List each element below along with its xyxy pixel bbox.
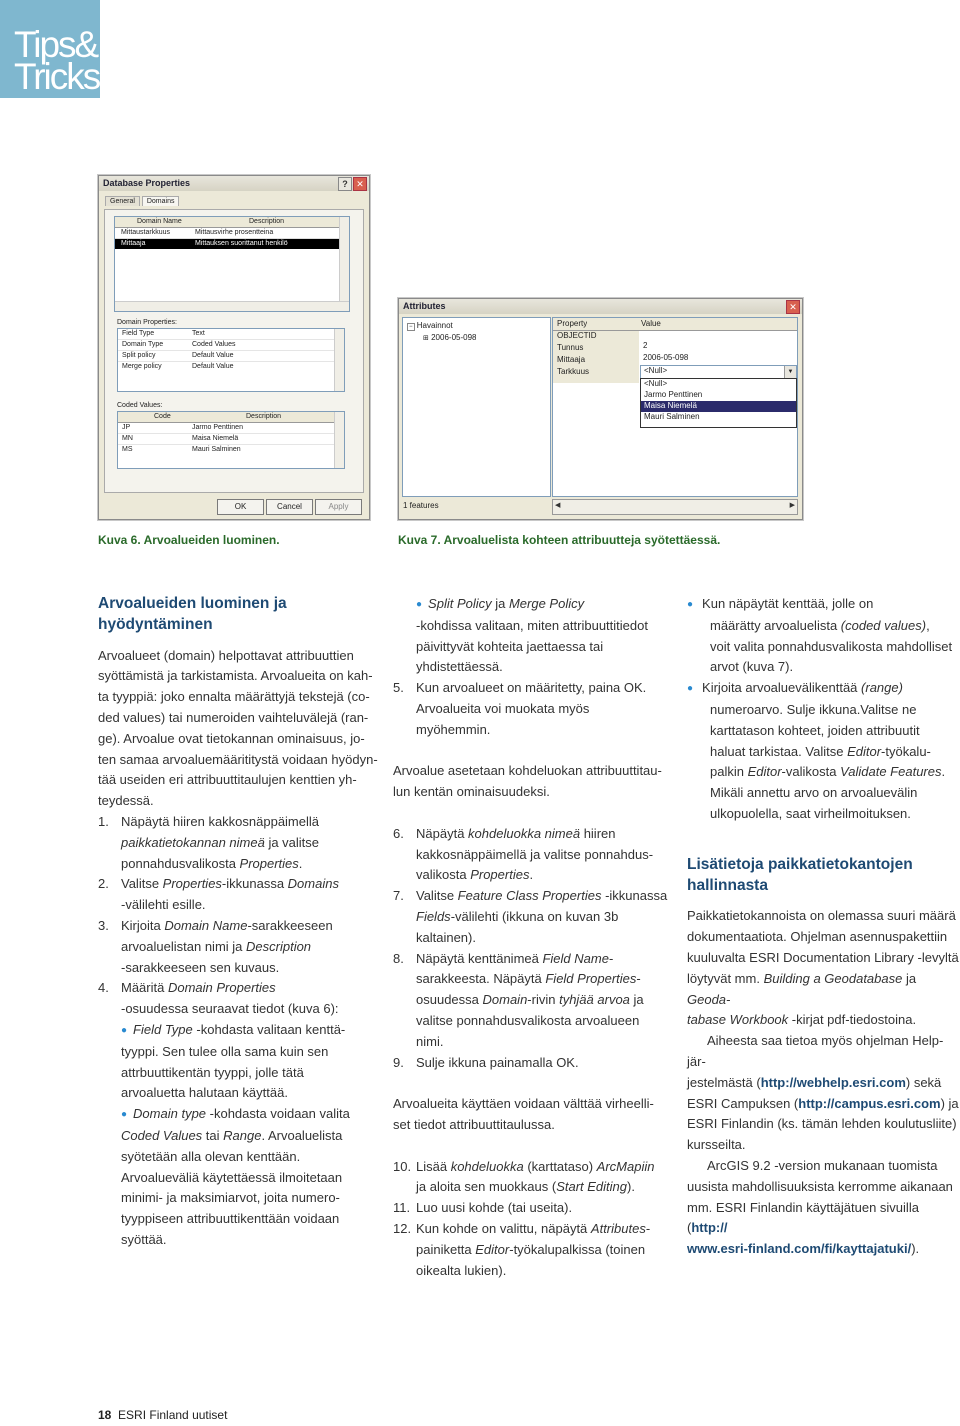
- bullet-split-merge: ● Split Policy ja Merge Policy -kohdissa valitaan, miten attribuuttitiedot päivittyvät kohteita jaettaessa tai yhdistettäessä.: [416, 596, 648, 675]
- prop-key: OBJECTID: [557, 331, 597, 340]
- column-3: [687, 594, 959, 1260]
- section-heading: Lisätietoja paikkatietokantojen hallinnasta: [687, 855, 913, 894]
- prop-key: Merge policy: [122, 363, 162, 370]
- chevron-down-icon[interactable]: ▼: [784, 366, 796, 378]
- prop-key: Split policy: [122, 352, 156, 359]
- paragraph: Aiheesta saa tietoa myös ohjelman Help-jär- jestelmästä (http://webhelp.esri.com) sekä ESRI Campuksen (http://campus.esri.com) ja ESRI Finlandin (ks. tämän lehden koulutusliite) kursseilta.: [687, 1033, 959, 1153]
- bullet-icon: ●: [121, 1024, 128, 1036]
- step-3: 3. Kirjoita Domain Name-sarakkeeseen arvoaluelistan nimi ja Description -sarakkeeseen sen kuvaus.: [98, 917, 333, 975]
- figure-6-caption: Kuva 6. Arvoalueiden luominen.: [98, 533, 280, 547]
- code-cell: MS: [122, 446, 133, 453]
- domain-name-cell: Mittaaja: [121, 240, 146, 247]
- table-row[interactable]: [115, 228, 349, 239]
- grid-header[interactable]: Property: [557, 319, 588, 328]
- column-1: [98, 594, 380, 1251]
- feature-tree: [402, 317, 551, 497]
- step-12: 12. Kun kohde on valittu, näpäytä Attributes- painiketta Editor-työkalupalkissa (toinen oikealta lukien).: [393, 1220, 651, 1278]
- prop-key: Mittaaja: [557, 355, 586, 364]
- window-titlebar: [399, 299, 802, 314]
- cancel-button[interactable]: Cancel: [266, 499, 313, 515]
- code-cell: MN: [122, 435, 133, 442]
- bullet-range: ● Kirjoita arvoaluevälikenttää (range) numeroarvo. Sulje ikkuna.Valitse ne karttatason kohteet, joiden attribuutit haluat tarkistaa. Valitse Editor-työkalu- palkin Editor-valikosta Validate Features. Mikäli annettu arvo on arvoaluevälin ulkopuolella, saat virheilmoituksen.: [687, 680, 946, 821]
- vertical-scrollbar[interactable]: [339, 217, 349, 301]
- scroll-left-icon[interactable]: ◀: [555, 502, 561, 509]
- horizontal-scrollbar[interactable]: [115, 301, 349, 311]
- prop-value: Text: [192, 330, 205, 337]
- grid-header[interactable]: Value: [641, 319, 661, 328]
- support-link-part-1[interactable]: http://: [691, 1220, 728, 1236]
- table-row[interactable]: [115, 239, 349, 249]
- tab-domains[interactable]: Domains: [142, 196, 180, 206]
- bullet-domain-type: ● Domain type -kohdasta voidaan valita Coded Values tai Range. Arvoaluelista syötetään alla olevan kenttään. Arvoalueväliä käytettäessä ilmoitetaan minimi- ja maksimiarvot, joita numero- tyyppiseen attribuuttikenttään voidaan syöttää.: [121, 1106, 350, 1247]
- coded-values-label: Coded Values:: [117, 402, 163, 409]
- grid-header[interactable]: Description: [246, 413, 282, 420]
- bullet-icon: ●: [416, 599, 423, 610]
- dropdown-option[interactable]: Jarmo Penttinen: [644, 390, 703, 399]
- step-11: 11. Luo uusi kohde (tai useita).: [393, 1200, 573, 1216]
- paragraph: Arvoalue asetetaan kohdeluokan attribuuttitau- lun kentän ominaisuudeksi.: [393, 763, 662, 800]
- tab-strip: [105, 196, 179, 206]
- grid-header[interactable]: Description: [249, 218, 285, 225]
- step-8: 8. Näpäytä kenttänimeä Field Name- sarakkeesta. Näpäytä Field Properties- osuudessa Domain-rivin tyhjää arvoa ja valitse ponnahdusvalikosta arvoalueen nimi.: [393, 950, 644, 1049]
- window-title: Database Properties: [103, 178, 191, 188]
- expand-icon[interactable]: ⊞: [423, 335, 429, 342]
- paragraph: Paikkatietokannoista on olemassa suuri määrä dokumentaatiota. Ohjelman asennuspakettiin kuuluvalta ESRI Documentation Library -levyltä löytyvät mm. Building a Geodatabase ja Geoda- tabase Workbook -kirjat pdf-tiedostoina.: [687, 908, 959, 1028]
- dropdown-option[interactable]: Maisa Niemelä: [641, 401, 796, 412]
- badge-line-2: Tricks: [14, 56, 100, 97]
- grid-header[interactable]: Code: [154, 413, 171, 420]
- vertical-scrollbar[interactable]: [334, 329, 344, 391]
- step-7: 7. Valitse Feature Class Properties -ikkunassa Fields-välilehti (ikkuna on kuvan 3b kaltainen).: [393, 888, 668, 945]
- intro-paragraph: Arvoalueet (domain) helpottavat attribuuttien syöttämistä ja tarkistamista. Arvoalueita on kah- ta tyyppiä: joko ennalta määrättyjä tekstejä (co- ded values) tai numeroiden vaihteluvälejä (ran- ge). Arvoalue ovat tietokannan ominaisuus, jo- ten samaa arvoaluemäärititystä voidaan hyödyn- tää useiden eri attribuuttitaulujen kenttien yh- teydessä.: [98, 647, 378, 809]
- prop-key: Tarkkuus: [557, 367, 590, 376]
- table-row[interactable]: [118, 445, 344, 455]
- paragraph: Arvoalueita käyttäen voidaan välttää virheelli- set tiedot attribuuttitaulussa.: [393, 1096, 654, 1132]
- help-icon[interactable]: ?: [338, 177, 352, 191]
- step-1: 1. Näpäytä hiiren kakkosnäppäimellä paikkatietokannan nimeä ja valitse ponnahdusvalikosta Properties.: [98, 813, 320, 871]
- domain-name-cell: Mittaustarkkuus: [121, 229, 171, 236]
- horizontal-scrollbar[interactable]: [552, 499, 798, 515]
- mittaaja-dropdown[interactable]: [640, 365, 797, 379]
- property-name-column: [553, 331, 639, 383]
- paragraph: ArcGIS 9.2 -version mukanaan tuomista uusista mahdollisuuksista kerromme aikanaan mm. ESRI Finlandin käyttäjätuen sivuilla (http:// www.esri-finland.com/fi/kayttajatuki/).: [687, 1157, 953, 1257]
- step-2: 2. Valitse Properties-ikkunassa Domains -välilehti esille.: [98, 876, 339, 913]
- prop-value: Default Value: [192, 352, 234, 359]
- coded-values-grid: [117, 411, 345, 469]
- support-link-part-2[interactable]: www.esri-finland.com/fi/kayttajatuki/: [687, 1241, 912, 1257]
- bullet-coded-values: ● Kun näpäytät kenttää, jolle on määrätty arvoaluelista (coded values), voit valita ponnahdusvalikosta mahdolliset arvot (kuva 7).: [687, 596, 953, 675]
- desc-cell: Mauri Salminen: [192, 446, 241, 453]
- prop-value[interactable]: 2: [643, 341, 648, 350]
- step-6: 6. Näpäytä kohdeluokka nimeä hiiren kakkosnäppäimellä ja valitse ponnahdus- valikosta Properties.: [393, 825, 654, 883]
- dropdown-value: <Null>: [644, 366, 668, 375]
- property-grid: [552, 317, 798, 497]
- ok-button[interactable]: OK: [217, 499, 264, 515]
- database-properties-window: [98, 175, 370, 520]
- badge-line-1: Tips&: [14, 24, 98, 65]
- tree-node-child[interactable]: [423, 333, 476, 344]
- close-icon[interactable]: ✕: [353, 177, 367, 191]
- feature-count: 1 features: [403, 501, 439, 510]
- step-4: 4. Määritä Domain Properties -osuudessa seuraavat tiedot (kuva 6):: [98, 980, 339, 1017]
- tab-general[interactable]: General: [105, 196, 140, 206]
- page-number: 18: [98, 1408, 112, 1422]
- tips-tricks-badge: [0, 0, 100, 98]
- prop-key: Tunnus: [557, 343, 584, 352]
- bullet-icon: ●: [687, 683, 694, 695]
- tree-root-label: Havainnot: [416, 321, 453, 330]
- window-titlebar: [99, 176, 369, 191]
- prop-value: Default Value: [192, 363, 234, 370]
- prop-value: Coded Values: [192, 341, 236, 348]
- figure-7-caption: Kuva 7. Arvoaluelista kohteen attribuutteja syötettäessä.: [398, 533, 721, 547]
- table-row[interactable]: [118, 434, 344, 445]
- step-9: 9. Sulje ikkuna painamalla OK.: [393, 1054, 579, 1070]
- dropdown-option[interactable]: Mauri Salminen: [644, 412, 700, 421]
- domain-desc-cell: Mittauksen suorittanut henkilö: [195, 240, 288, 247]
- bullet-icon: ●: [121, 1109, 128, 1121]
- table-row[interactable]: [118, 351, 344, 362]
- page-footer: [98, 1408, 227, 1422]
- tab-panel: [104, 209, 364, 493]
- bullet-icon: ●: [687, 599, 694, 610]
- webhelp-link[interactable]: http://webhelp.esri.com: [760, 1074, 906, 1090]
- table-row[interactable]: [118, 362, 344, 372]
- close-icon[interactable]: ✕: [786, 300, 800, 314]
- publication-title: ESRI Finland uutiset: [118, 1408, 228, 1422]
- domain-desc-cell: Mittausvirhe prosentteina: [195, 229, 274, 236]
- desc-cell: Jarmo Penttinen: [192, 424, 243, 431]
- section-heading: Arvoalueiden luominen ja hyödyntäminen: [98, 595, 287, 633]
- prop-value[interactable]: 2006-05-098: [643, 353, 689, 362]
- table-row[interactable]: [118, 423, 344, 434]
- step-5: 5. Kun arvoalueet on määritetty, paina OK. Arvoalueita voi muokata myös myöhemmin.: [393, 680, 647, 737]
- column-2: [393, 594, 673, 1281]
- table-row[interactable]: [118, 340, 344, 351]
- domains-grid: [114, 216, 350, 312]
- table-row[interactable]: [118, 329, 344, 340]
- collapse-icon[interactable]: −: [409, 324, 413, 330]
- tree-node-root[interactable]: [407, 321, 453, 332]
- desc-cell: Maisa Niemelä: [192, 435, 239, 442]
- prop-key: Domain Type: [122, 341, 164, 348]
- code-cell: JP: [122, 424, 131, 431]
- domain-properties-label: Domain Properties:: [117, 319, 177, 326]
- prop-key: Field Type: [122, 330, 155, 337]
- apply-button[interactable]: Apply: [315, 499, 362, 515]
- window-title: Attributes: [403, 301, 446, 311]
- campus-link[interactable]: http://campus.esri.com: [798, 1095, 941, 1111]
- tree-child-label: 2006-05-098: [431, 333, 477, 342]
- step-10: 10. Lisää kohdeluokka (karttataso) ArcMapiin ja aloita sen muokkaus (Start Editing).: [393, 1158, 655, 1195]
- grid-header[interactable]: Domain Name: [137, 218, 182, 225]
- domain-properties-grid: [117, 328, 345, 392]
- attributes-window: [398, 298, 803, 520]
- scroll-right-icon[interactable]: ▶: [789, 502, 795, 509]
- bullet-field-type: ● Field Type -kohdasta valitaan kenttä- tyyppi. Sen tulee olla sama kuin sen attrbuuttikentän tyyppi, jolle tätä arvoaluetta halutaan käyttää.: [121, 1021, 346, 1101]
- vertical-scrollbar[interactable]: [334, 412, 344, 468]
- dropdown-list: [640, 378, 797, 428]
- dropdown-option[interactable]: <Null>: [644, 379, 668, 388]
